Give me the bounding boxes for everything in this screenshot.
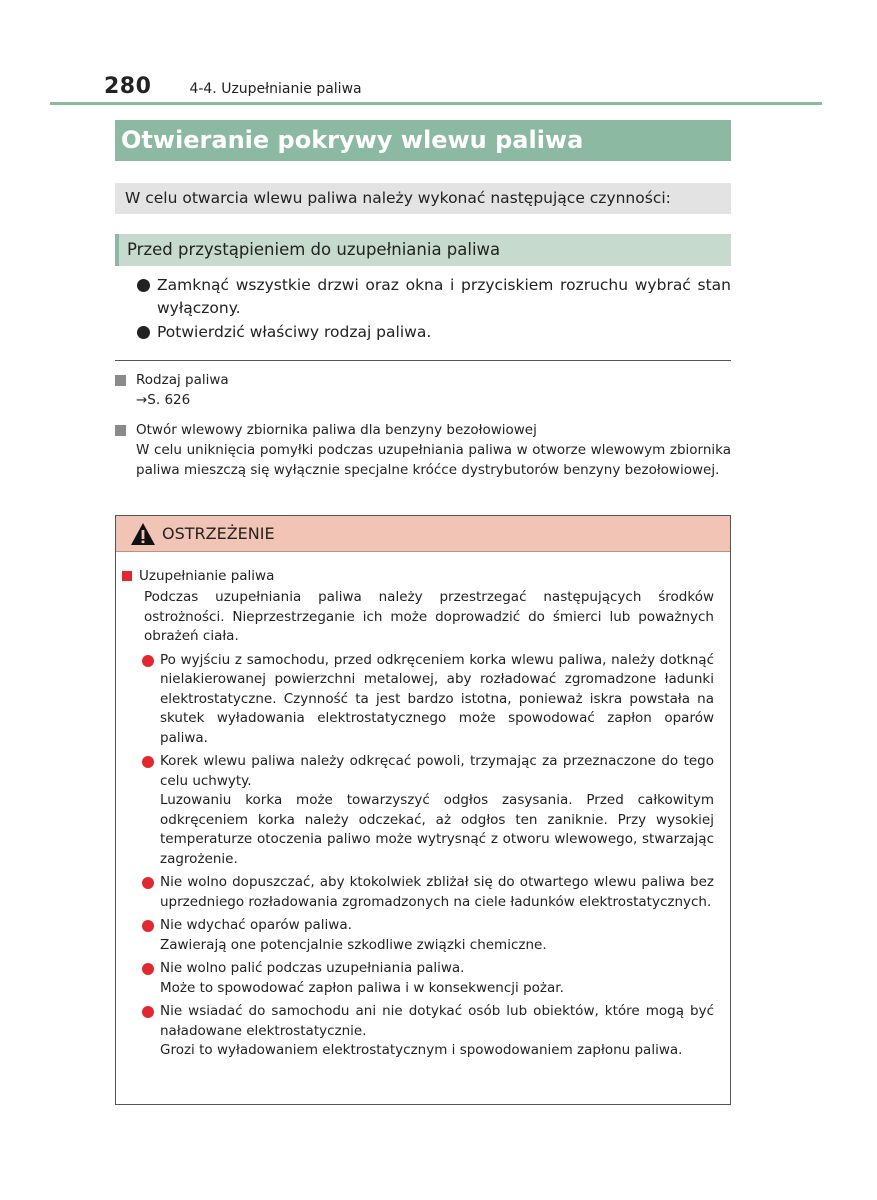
section-divider [115,360,731,361]
list-item: Nie wolno palić podczas uzupełniania paliwa. Może to spowodować zapłon paliwa i w konsekwencji pożar. [142,959,714,998]
section-title: Otwieranie pokrywy wlewu paliwa [115,120,731,161]
red-bullet-icon [142,1006,154,1018]
intro-text: W celu otwarcia wlewu paliwa należy wykonać następujące czynności: [115,183,731,214]
warning-box [115,515,731,1105]
red-square-icon [122,571,132,581]
bullet-icon [137,279,150,292]
warning-list [142,651,714,1061]
red-bullet-icon [142,877,154,889]
section-heading: Otwór wlewowy zbiornika paliwa dla benzyny bezołowiowej [115,420,731,440]
list-item: Potwierdzić właściwy rodzaj paliwa. [135,321,731,344]
chapter-title: 4-4. Uzupełnianie paliwa [189,81,362,97]
warning-triangle-icon [130,522,156,546]
square-bullet-icon [115,375,126,386]
header-divider [50,102,822,105]
bullet-icon [137,326,150,339]
before-list [135,274,731,345]
red-bullet-icon [142,756,154,768]
list-item: Nie wdychać oparów paliwa. Zawierają one potencjalnie szkodliwe związki chemiczne. [142,916,714,955]
list-item: Korek wlewu paliwa należy odkręcać powoli, trzymając za przeznaczone do tego celu uchwyty. Luzowaniu korka może towarzyszyć odgłos zasysania. Przed całkowitym odkręceniem korka należy odczekać, aż odgłos ten zaniknie. Przy wysokiej temperaturze otoczenia paliwo może wytrysnąć z otworu wlewowego, stwarzając zagrożenie. [142,752,714,869]
fuel-type-section [115,370,731,410]
list-item: Nie wsiadać do samochodu ani nie dotykać osób lub obiektów, które mogą być naładowane elektrostatycznie. Grozi to wyładowaniem elektrostatycznym i spowodowaniem zapłonu paliwa. [142,1002,714,1061]
section-heading: Rodzaj paliwa [115,370,731,390]
red-bullet-icon [142,963,154,975]
page-number: 280 [104,74,152,99]
red-bullet-icon [142,655,154,667]
red-bullet-icon [142,920,154,932]
page-reference: →S. 626 [136,392,191,408]
filler-neck-section [115,420,731,480]
list-item: Po wyjściu z samochodu, przed odkręceniem korka wlewu paliwa, należy dotknąć nielakierowanej powierzchni metalowej, aby rozładować zgromadzone ładunki elektrostatyczne. Czynność ta jest bardzo istotna, ponieważ iskra powstała na skutek wyładowania elektrostatycznego może spowodować zapłon oparów paliwa. [142,651,714,749]
warning-label: OSTRZEŻENIE [162,524,275,543]
list-item: Nie wolno dopuszczać, aby ktokolwiek zbliżał się do otwartego wlewu paliwa bez uprzedniego rozładowania zgromadzonych na ciele ładunków elektrostatycznych. [142,873,714,912]
warning-heading: Uzupełnianie paliwa [122,566,730,586]
section-body: W celu uniknięcia pomyłki podczas uzupełniania paliwa w otworze wlewowym zbiornika paliwa mieszczą się wyłącznie specjalne króćce dystrybutorów benzyny bezołowiowej. [136,442,731,478]
before-heading: Przed przystąpieniem do uzupełniania paliwa [115,234,731,266]
list-item: Zamknąć wszystkie drzwi oraz okna i przyciskiem rozruchu wybrać stan wyłączony. [135,274,731,320]
square-bullet-icon [115,425,126,436]
warning-intro: Podczas uzupełniania paliwa należy przestrzegać następujących środków ostrożności. Nieprzestrzeganie ich może doprowadzić do śmierci lub poważnych obrażeń ciała. [144,589,714,644]
page-header [104,74,362,99]
warning-header [116,516,730,552]
